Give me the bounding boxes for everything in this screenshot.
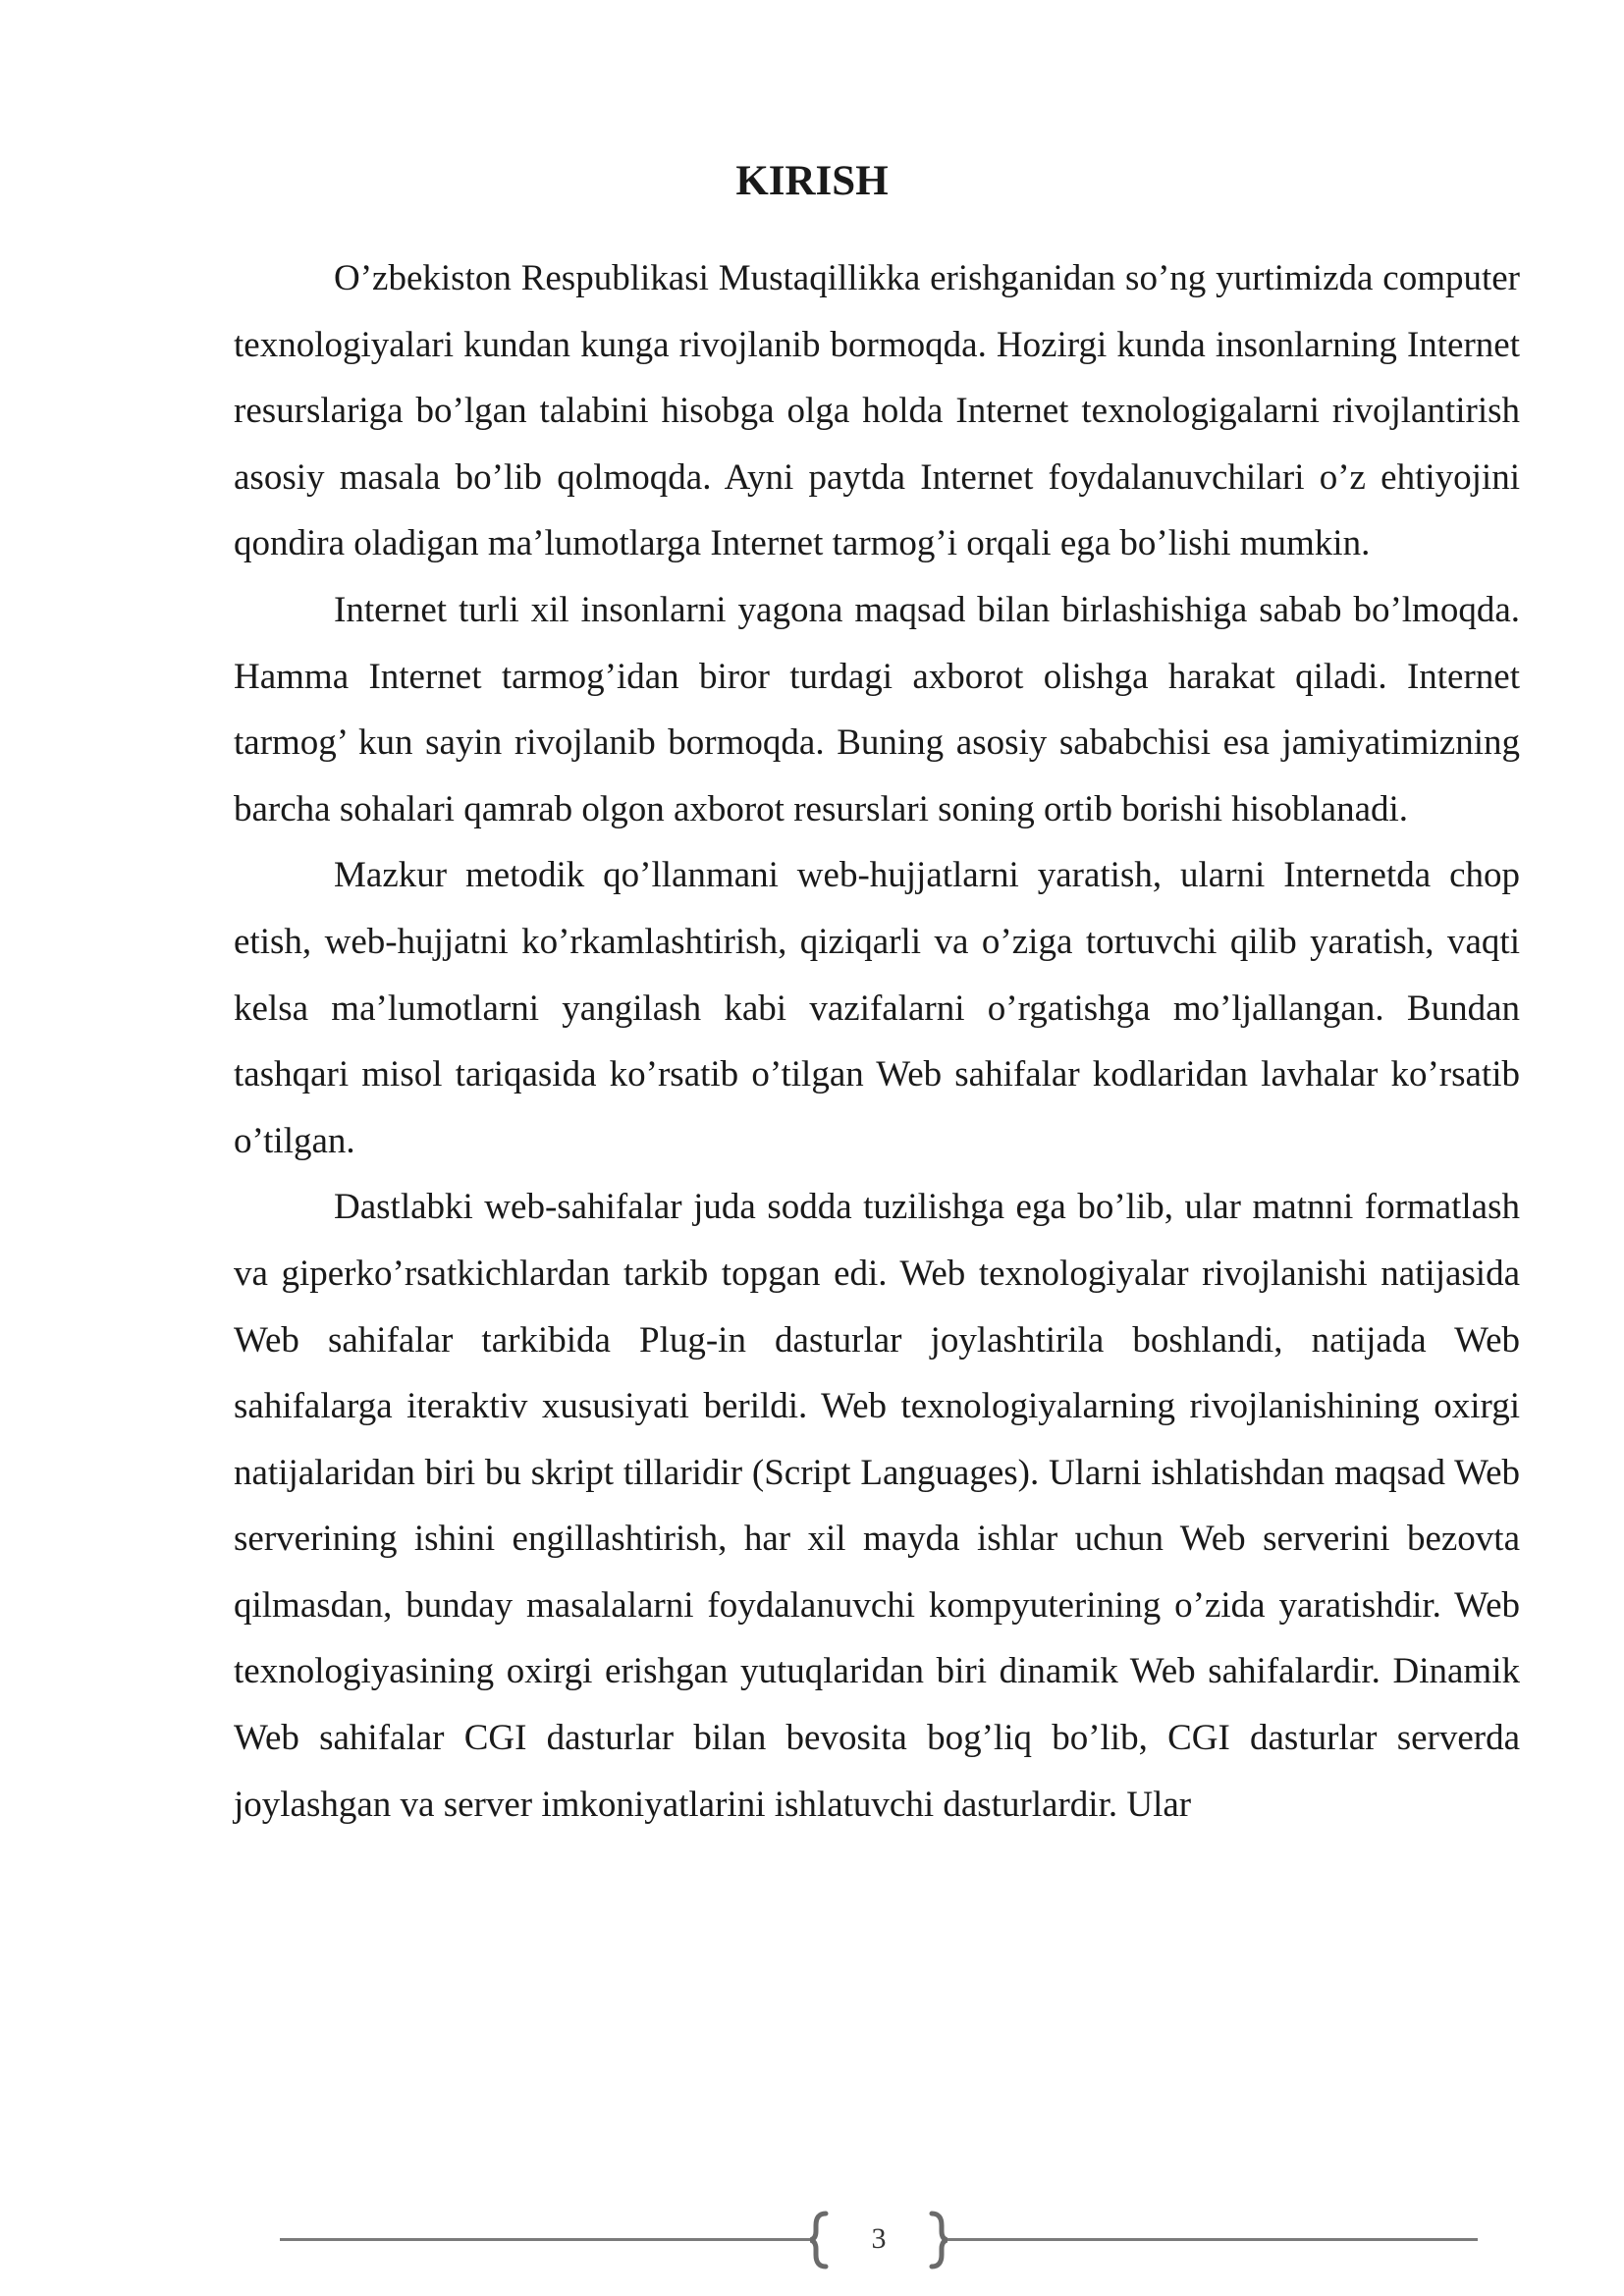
paragraph-3: Mazkur metodik qo’llanmani web-hujjatlarni yaratish, ularni Internetda chop etish, web-hujjatni ko’rkamlashtirish, qiziqarli va o’ziga tortuvchi qilib yaratish, vaqti kelsa ma’lumotlarni yangilash kabi vazifalarni o’rgatishga mo’ljallangan. Bundan tashqari misol tariqasida ko’rsatib o’tilgan Web sahifalar kodlaridan lavhalar ko’rsatib o’tilgan. — [234, 855, 1520, 1161]
footer-rule-left — [280, 2238, 810, 2241]
page-footer — [280, 2206, 1478, 2274]
paragraph-4: Dastlabki web-sahifalar juda sodda tuzilishga ega bo’lib, ular matnni formatlash va giperko’rsatkichlardan tarkib topgan edi. Web texnologiyalar rivojlanishi natijasida Web sahifalar tarkibida Plug-in dasturlar joylashtirila boshlandi, natijada Web sahifalarga iteraktiv xususiyati berildi. Web texnologiyalarning rivojlanishining oxirgi natijalaridan biri bu skript tillaridir (Script Languages). Ularni ishlatishdan maqsad Web serverining ishini engillashtirish, har xil mayda ishlar uchun Web serverini bezovta qilmasdan, bunday masalalarni foydalanuvchi kompyuterining o’zida yaratishdir. Web texnologiyasining oxirgi erishgan yutuqlaridan biri dinamik Web sahifalardir. Dinamik Web sahifalar CGI dasturlar bilan bevosita bog’liq bo’lib, CGI dasturlar serverda joylashgan va server imkoniyatlarini ishlatuvchi dasturlardir. Ular — [234, 1187, 1520, 1825]
footer-rule-right — [947, 2238, 1478, 2241]
paragraph-1: O’zbekiston Respublikasi Mustaqillikka erishganidan so’ng yurtimizda computer texnologiyalari kundan kunga rivojlanib bormoqda. Hozirgi kunda insonlarning Internet resurslariga bo’lgan talabini hisobga olga holda Internet texnologigalarni rivojlantirish asosiy masala bo’lib qolmoqda. Ayni paytda Internet foydalanuvchilari o’z ehtiyojini qondira oladigan ma’lumotlarga Internet tarmog’i orqali ega bo’lishi mumkin. — [234, 258, 1520, 564]
body-text — [234, 245, 1520, 1838]
section-heading: KIRISH — [735, 158, 889, 204]
paragraph-2: Internet turli xil insonlarni yagona maqsad bilan birlashishiga sabab bo’lmoqda. Hamma Internet tarmog’idan biror turdagi axborot olishga harakat qiladi. Internet tarmog’ kun sayin rivojlanib bormoqda. Buning asosiy sababchisi esa jamiyatimizning barcha sohalari qamrab olgon axborot resurslari soning ortib borishi hisoblanadi. — [234, 589, 1520, 829]
page-number: 3 — [871, 2222, 887, 2255]
